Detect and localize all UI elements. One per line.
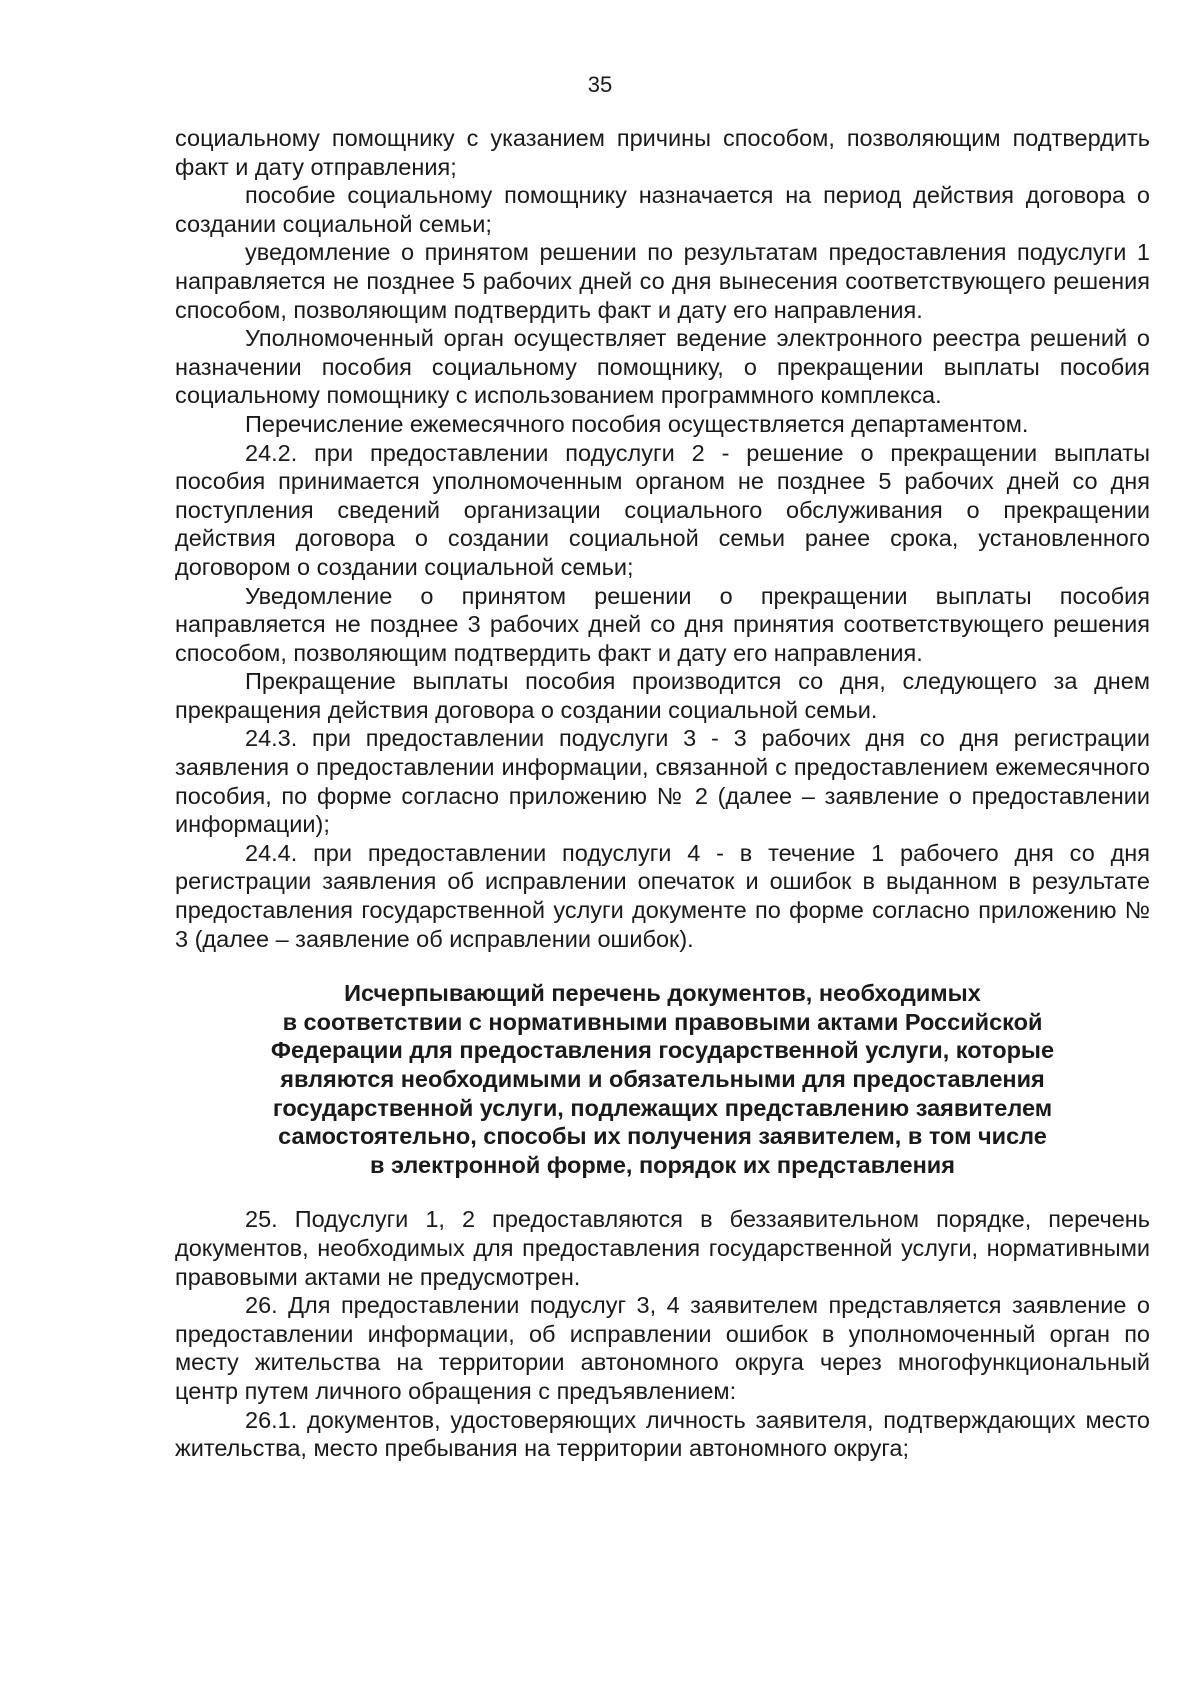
paragraph: 25. Подуслуги 1, 2 предоставляются в беззаявительном порядке, перечень документов, необходимых для предоставления государственной услуги, нормативными правовыми актами не предусмотрен. — [175, 1206, 1150, 1290]
paragraph: 26.1. документов, удостоверяющих личность заявителя, подтверждающих место жительства, место пребывания на территории автономного округа; — [175, 1406, 1150, 1462]
paragraph: 24.4. при предоставлении подуслуги 4 - в течение 1 рабочего дня со дня регистрации заявления об исправлении опечаток и ошибок в выданном в результате предоставления государственной услуги документе по форме согласно приложению № 3 (далее – заявление об исправлении ошибок). — [175, 839, 1150, 952]
body-text-bottom — [175, 1205, 1150, 1462]
body-text-top — [175, 124, 1150, 953]
paragraph: Уполномоченный орган осуществляет ведение электронного реестра решений о назначении пособия социальному помощнику, о прекращении выплаты пособия социальному помощнику с использованием программного комплекса. — [175, 325, 1150, 409]
heading-line: Исчерпывающий перечень документов, необходимых — [344, 980, 981, 1007]
paragraph: Перечисление ежемесячного пособия осуществляется департаментом. — [245, 410, 1029, 437]
paragraph: 24.2. при предоставлении подуслуги 2 - решение о прекращении выплаты пособия принимается уполномоченным органом не позднее 5 рабочих дней со дня поступления сведений организации социального обслуживания о прекращении действия договора о создании социальной семьи ранее срока, установленного договором о создании социальной семьи; — [175, 439, 1150, 580]
heading-line: самостоятельно, способы их получения заявителем, в том числе — [278, 1123, 1047, 1150]
heading-line: Федерации для предоставления государственной услуги, которые — [270, 1037, 1055, 1064]
paragraph: Прекращение выплаты пособия производится со дня, следующего за днем прекращения действия договора о создании социальной семьи. — [175, 668, 1150, 723]
paragraph: уведомление о принятом решении по результатам предоставления подуслуги 1 направляется не позднее 5 рабочих дней со дня вынесения соответствующего решения способом, позволяющим подтвердить факт и дату его направления. — [175, 239, 1150, 323]
heading-line: в электронной форме, порядок их представления — [370, 1151, 955, 1178]
section-heading — [175, 979, 1150, 1179]
paragraph: социальному помощнику с указанием причины способом, позволяющим подтвердить факт и дату отправления; — [175, 125, 1150, 180]
paragraph: пособие социальному помощнику назначается на период действия договора о создании социальной семьи; — [175, 182, 1150, 237]
heading-line: в соответствии с нормативными правовыми актами Российской — [282, 1008, 1043, 1035]
page-number: 35 — [587, 72, 613, 97]
heading-line: являются необходимыми и обязательными для предоставления — [280, 1066, 1045, 1092]
paragraph: 24.3. при предоставлении подуслуги 3 - 3 рабочих дня со дня регистрации заявления о предоставлении информации, связанной с предоставлением ежемесячного пособия, по форме согласно приложению № 2 (далее – заявление о предоставлении информации); — [175, 725, 1150, 838]
heading-line: государственной услуги, подлежащих представлению заявителем — [272, 1094, 1053, 1121]
page-content — [175, 124, 1150, 1463]
paragraph: 26. Для предоставлении подуслуг 3, 4 заявителем представляется заявление о предоставлении информации, об исправлении ошибок в уполномоченный орган по месту жительства на территории автономного округа через многофункциональный центр путем личного обращения с предъявлением: — [175, 1292, 1150, 1404]
paragraph: Уведомление о принятом решении о прекращении выплаты пособия направляется не позднее 3 рабочих дней со дня принятия соответствующего решения способом, позволяющим подтвердить факт и дату его направления. — [175, 582, 1150, 666]
